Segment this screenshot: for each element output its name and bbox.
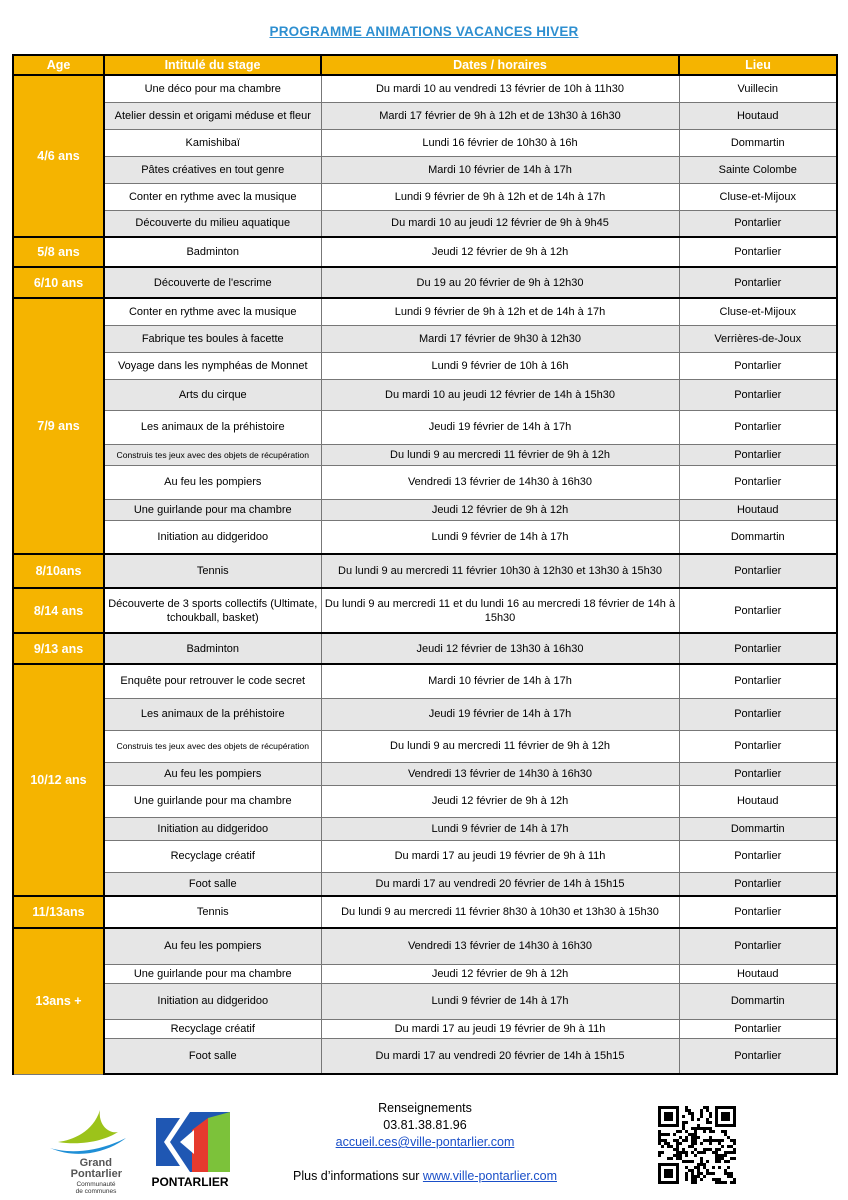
header-dates: Dates / horaires <box>321 55 679 75</box>
lieu-cell: Pontarlier <box>679 928 837 964</box>
table-row <box>13 444 837 465</box>
footer-more-prefix: Plus d’informations sur <box>293 1169 423 1183</box>
header-stage: Intitulé du stage <box>104 55 321 75</box>
logo-grand-text: Grand <box>79 1157 112 1169</box>
stage-cell: Découverte de l'escrime <box>104 267 321 298</box>
table-row <box>13 210 837 237</box>
dates-cell: Du lundi 9 au mercredi 11 février de 9h à 12h <box>321 730 679 762</box>
stage-cell: Une guirlande pour ma chambre <box>104 785 321 817</box>
footer-phone: 03.81.38.81.96 <box>383 1118 467 1132</box>
lieu-cell: Pontarlier <box>679 1019 837 1038</box>
dates-cell: Lundi 16 février de 10h30 à 16h <box>321 129 679 156</box>
lieu-cell: Pontarlier <box>679 379 837 410</box>
stage-cell: Initiation au didgeridoo <box>104 817 321 840</box>
stage-cell: Les animaux de la préhistoire <box>104 698 321 730</box>
dates-cell: Lundi 9 février de 10h à 16h <box>321 352 679 379</box>
lieu-cell: Verrières-de-Joux <box>679 325 837 352</box>
logo-pontarlier-text: Pontarlier <box>70 1168 122 1180</box>
dates-cell: Du lundi 9 au mercredi 11 et du lundi 16 au mercredi 18 février de 14h à 15h30 <box>321 588 679 633</box>
lieu-cell: Pontarlier <box>679 896 837 928</box>
stage-cell: Fabrique tes boules à facette <box>104 325 321 352</box>
dates-cell: Lundi 9 février de 14h à 17h <box>321 520 679 554</box>
lieu-cell: Dommartin <box>679 520 837 554</box>
lieu-cell: Dommartin <box>679 983 837 1019</box>
table-row <box>13 964 837 983</box>
dates-cell: Vendredi 13 février de 14h30 à 16h30 <box>321 465 679 499</box>
dates-cell: Du lundi 9 au mercredi 11 février 10h30 à 12h30 et 13h30 à 15h30 <box>321 554 679 588</box>
lieu-cell: Houtaud <box>679 102 837 129</box>
age-cell: 11/13ans <box>13 896 104 928</box>
dates-cell: Du mardi 10 au vendredi 13 février de 10h à 11h30 <box>321 75 679 102</box>
dates-cell: Jeudi 12 février de 13h30 à 16h30 <box>321 633 679 664</box>
table-row <box>13 633 837 664</box>
dates-cell: Du lundi 9 au mercredi 11 février de 9h à 12h <box>321 444 679 465</box>
table-row <box>13 156 837 183</box>
dates-cell: Du mardi 10 au jeudi 12 février de 14h à 15h30 <box>321 379 679 410</box>
table-row <box>13 352 837 379</box>
table-row <box>13 698 837 730</box>
age-cell: 4/6 ans <box>13 75 104 237</box>
lieu-cell: Pontarlier <box>679 698 837 730</box>
grand-pontarlier-logo <box>48 1102 128 1194</box>
lieu-cell: Sainte Colombe <box>679 156 837 183</box>
stage-cell: Tennis <box>104 896 321 928</box>
lieu-cell: Vuillecin <box>679 75 837 102</box>
stage-cell: Initiation au didgeridoo <box>104 983 321 1019</box>
stage-cell: Atelier dessin et origami méduse et fleur <box>104 102 321 129</box>
table-row <box>13 1038 837 1074</box>
stage-cell: Enquête pour retrouver le code secret <box>104 664 321 698</box>
lieu-cell: Cluse-et-Mijoux <box>679 298 837 325</box>
lieu-cell: Houtaud <box>679 499 837 520</box>
table-row <box>13 896 837 928</box>
dates-cell: Mardi 17 février de 9h30 à 12h30 <box>321 325 679 352</box>
lieu-cell: Pontarlier <box>679 588 837 633</box>
dates-cell: Mardi 10 février de 14h à 17h <box>321 664 679 698</box>
dates-cell: Jeudi 19 février de 14h à 17h <box>321 698 679 730</box>
lieu-cell: Pontarlier <box>679 267 837 298</box>
dates-cell: Lundi 9 février de 9h à 12h et de 14h à 17h <box>321 298 679 325</box>
table-row <box>13 554 837 588</box>
lieu-cell: Pontarlier <box>679 633 837 664</box>
lieu-cell: Pontarlier <box>679 352 837 379</box>
table-row <box>13 75 837 102</box>
dates-cell: Mardi 17 février de 9h à 12h et de 13h30 à 16h30 <box>321 102 679 129</box>
pontarlier-logo-label: PONTARLIER <box>151 1175 229 1189</box>
table-row <box>13 267 837 298</box>
table-row <box>13 785 837 817</box>
dates-cell: Jeudi 12 février de 9h à 12h <box>321 499 679 520</box>
lieu-cell: Pontarlier <box>679 1038 837 1074</box>
dates-cell: Du mardi 10 au jeudi 12 février de 9h à 9h45 <box>321 210 679 237</box>
dates-cell: Jeudi 12 février de 9h à 12h <box>321 785 679 817</box>
table-row <box>13 129 837 156</box>
lieu-cell: Pontarlier <box>679 444 837 465</box>
dates-cell: Du mardi 17 au jeudi 19 février de 9h à 11h <box>321 1019 679 1038</box>
table-row <box>13 410 837 444</box>
stage-cell: Construis tes jeux avec des objets de récupération <box>104 730 321 762</box>
stage-cell: Recyclage créatif <box>104 840 321 872</box>
footer-heading: Renseignements <box>378 1101 472 1115</box>
dates-cell: Jeudi 19 février de 14h à 17h <box>321 410 679 444</box>
stage-cell: Une déco pour ma chambre <box>104 75 321 102</box>
stage-cell: Au feu les pompiers <box>104 465 321 499</box>
lieu-cell: Cluse-et-Mijoux <box>679 183 837 210</box>
lieu-cell: Pontarlier <box>679 664 837 698</box>
table-row <box>13 664 837 698</box>
lieu-cell: Pontarlier <box>679 465 837 499</box>
programme-table <box>12 54 838 1075</box>
age-cell: 8/10ans <box>13 554 104 588</box>
table-row <box>13 325 837 352</box>
table-header-row <box>13 55 837 75</box>
table-row <box>13 983 837 1019</box>
table-row <box>13 817 837 840</box>
table-row <box>13 102 837 129</box>
age-cell: 5/8 ans <box>13 237 104 267</box>
qr-code-icon <box>658 1106 736 1184</box>
stage-cell: Construis tes jeux avec des objets de récupération <box>104 444 321 465</box>
table-row <box>13 237 837 267</box>
footer-email-link[interactable]: accueil.ces@ville-pontarlier.com <box>335 1135 515 1149</box>
lieu-cell: Pontarlier <box>679 554 837 588</box>
dates-cell: Vendredi 13 février de 14h30 à 16h30 <box>321 928 679 964</box>
dates-cell: Jeudi 12 février de 9h à 12h <box>321 237 679 267</box>
stage-cell: Découverte du milieu aquatique <box>104 210 321 237</box>
age-cell: 7/9 ans <box>13 298 104 554</box>
lieu-cell: Pontarlier <box>679 730 837 762</box>
table-row <box>13 762 837 785</box>
stage-cell: Les animaux de la préhistoire <box>104 410 321 444</box>
stage-cell: Une guirlande pour ma chambre <box>104 964 321 983</box>
logo-communaute-text: Communauté <box>76 1181 116 1188</box>
stage-cell: Une guirlande pour ma chambre <box>104 499 321 520</box>
age-cell: 13ans + <box>13 928 104 1074</box>
header-lieu: Lieu <box>679 55 837 75</box>
footer-more-info <box>270 1168 580 1185</box>
dates-cell: Lundi 9 février de 14h à 17h <box>321 817 679 840</box>
stage-cell: Au feu les pompiers <box>104 762 321 785</box>
dates-cell: Lundi 9 février de 9h à 12h et de 14h à 17h <box>321 183 679 210</box>
stage-cell: Tennis <box>104 554 321 588</box>
age-cell: 9/13 ans <box>13 633 104 664</box>
age-cell: 6/10 ans <box>13 267 104 298</box>
table-row <box>13 730 837 762</box>
stage-cell: Badminton <box>104 237 321 267</box>
dates-cell: Vendredi 13 février de 14h30 à 16h30 <box>321 762 679 785</box>
stage-cell: Conter en rythme avec la musique <box>104 298 321 325</box>
dates-cell: Du mardi 17 au vendredi 20 février de 14h à 15h15 <box>321 1038 679 1074</box>
age-cell: 8/14 ans <box>13 588 104 633</box>
lieu-cell: Pontarlier <box>679 762 837 785</box>
dates-cell: Jeudi 12 février de 9h à 12h <box>321 964 679 983</box>
stage-cell: Foot salle <box>104 1038 321 1074</box>
dates-cell: Mardi 10 février de 14h à 17h <box>321 156 679 183</box>
dates-cell: Du lundi 9 au mercredi 11 février 8h30 à 10h30 et 13h30 à 15h30 <box>321 896 679 928</box>
age-cell: 10/12 ans <box>13 664 104 896</box>
stage-cell: Au feu les pompiers <box>104 928 321 964</box>
table-row <box>13 872 837 896</box>
stage-cell: Kamishibaï <box>104 129 321 156</box>
lieu-cell: Pontarlier <box>679 410 837 444</box>
stage-cell: Foot salle <box>104 872 321 896</box>
stage-cell: Voyage dans les nymphéas de Monnet <box>104 352 321 379</box>
table-row <box>13 840 837 872</box>
lieu-cell: Dommartin <box>679 817 837 840</box>
table-row <box>13 1019 837 1038</box>
dates-cell: Lundi 9 février de 14h à 17h <box>321 983 679 1019</box>
logo-communes-text: de communes <box>75 1188 117 1194</box>
table-row <box>13 183 837 210</box>
table-row <box>13 465 837 499</box>
dates-cell: Du mardi 17 au jeudi 19 février de 9h à 11h <box>321 840 679 872</box>
table-row <box>13 588 837 633</box>
lieu-cell: Pontarlier <box>679 872 837 896</box>
stage-cell: Initiation au didgeridoo <box>104 520 321 554</box>
stage-cell: Découverte de 3 sports collectifs (Ultimate, tchoukball, basket) <box>104 588 321 633</box>
lieu-cell: Houtaud <box>679 785 837 817</box>
page-title: PROGRAMME ANIMATIONS VACANCES HIVER <box>269 24 579 39</box>
dates-cell: Du mardi 17 au vendredi 20 février de 14h à 15h15 <box>321 872 679 896</box>
stage-cell: Recyclage créatif <box>104 1019 321 1038</box>
stage-cell: Conter en rythme avec la musique <box>104 183 321 210</box>
lieu-cell: Pontarlier <box>679 237 837 267</box>
header-age: Age <box>13 55 104 75</box>
table-row <box>13 928 837 964</box>
footer-website-link[interactable]: www.ville-pontarlier.com <box>422 1169 557 1183</box>
stage-cell: Badminton <box>104 633 321 664</box>
table-row <box>13 298 837 325</box>
table-row <box>13 520 837 554</box>
table-row <box>13 379 837 410</box>
table-row <box>13 499 837 520</box>
lieu-cell: Pontarlier <box>679 840 837 872</box>
stage-cell: Arts du cirque <box>104 379 321 410</box>
dates-cell: Du 19 au 20 février de 9h à 12h30 <box>321 267 679 298</box>
footer-email-line <box>270 1134 580 1151</box>
lieu-cell: Pontarlier <box>679 210 837 237</box>
lieu-cell: Houtaud <box>679 964 837 983</box>
stage-cell: Pâtes créatives en tout genre <box>104 156 321 183</box>
lieu-cell: Dommartin <box>679 129 837 156</box>
